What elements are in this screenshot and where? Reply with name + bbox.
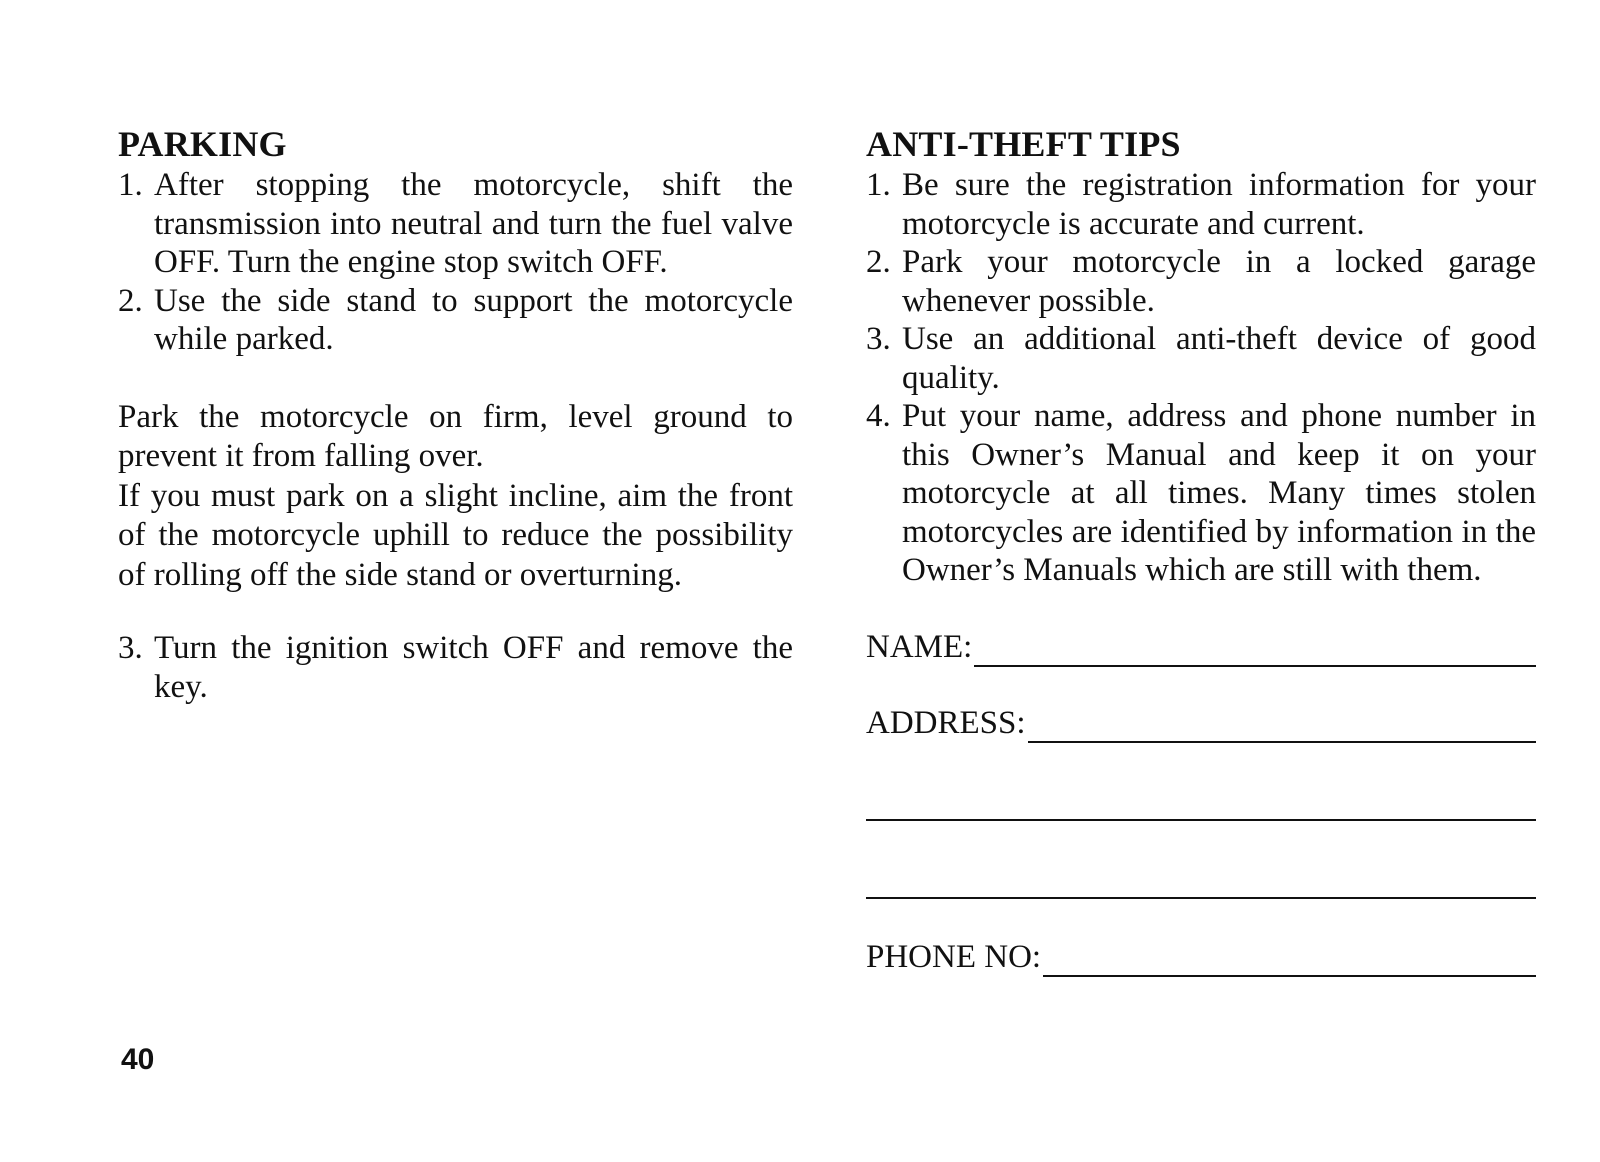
parking-paragraph-firm-ground: Park the motorcycle on firm, level ground to prevent it from falling over. [118, 398, 793, 474]
anti-theft-tip-4 [866, 397, 1536, 590]
parking-step-2 [118, 282, 793, 359]
parking-section [118, 122, 793, 706]
phone-blank-line[interactable] [1043, 945, 1536, 977]
name-label: NAME: [866, 628, 973, 665]
tip-text: Be sure the registration information for your motorcycle is accurate and current. [902, 167, 1536, 242]
phone-field [866, 937, 1536, 977]
anti-theft-tip-1 [866, 166, 1536, 243]
tip-text: Park your motorcycle in a locked garage whenever possible. [902, 244, 1536, 319]
anti-theft-tip-3 [866, 320, 1536, 397]
tip-number: 1. [866, 167, 891, 203]
parking-step-1 [118, 166, 793, 282]
page-number: 40 [121, 1043, 155, 1076]
anti-theft-tip-2 [866, 243, 1536, 320]
step-text: After stopping the motorcycle, shift the transmission into neutral and turn the fuel valve OFF. Turn the engine stop switch OFF. [154, 167, 793, 280]
step-number: 3. [118, 630, 143, 666]
tip-number: 3. [866, 321, 891, 357]
parking-final-step [118, 629, 793, 706]
owner-info-form [866, 627, 1536, 977]
phone-label: PHONE NO: [866, 938, 1042, 975]
name-blank-line[interactable] [974, 635, 1536, 667]
address-field [866, 703, 1536, 743]
step-text: Use the side stand to support the motorcycle while parked. [154, 282, 793, 357]
anti-theft-section [866, 122, 1536, 977]
step-number: 1. [118, 167, 143, 203]
parking-heading: PARKING [118, 124, 287, 164]
address-label: ADDRESS: [866, 704, 1026, 741]
anti-theft-heading: ANTI-THEFT TIPS [866, 124, 1181, 164]
name-field [866, 627, 1536, 667]
parking-steps [118, 166, 793, 359]
tip-number: 4. [866, 398, 891, 434]
address-blank-line[interactable] [1028, 711, 1536, 743]
parking-paragraph-incline: If you must park on a slight incline, aim the front of the motorcycle uphill to reduce the possibility of rolling off the side stand or overturning. [118, 477, 793, 593]
parking-step-3 [118, 629, 793, 706]
step-text: Turn the ignition switch OFF and remove the key. [154, 630, 793, 705]
anti-theft-tips [866, 166, 1536, 590]
tip-number: 2. [866, 244, 891, 280]
tip-text: Use an additional anti-theft device of good quality. [902, 321, 1536, 396]
tip-text: Put your name, address and phone number in this Owner’s Manual and keep it on your motorcycle at all times. Many times stolen motorcycles are identified by information in the Owner’s Manuals which are still with them. [902, 398, 1536, 588]
step-number: 2. [118, 282, 143, 319]
